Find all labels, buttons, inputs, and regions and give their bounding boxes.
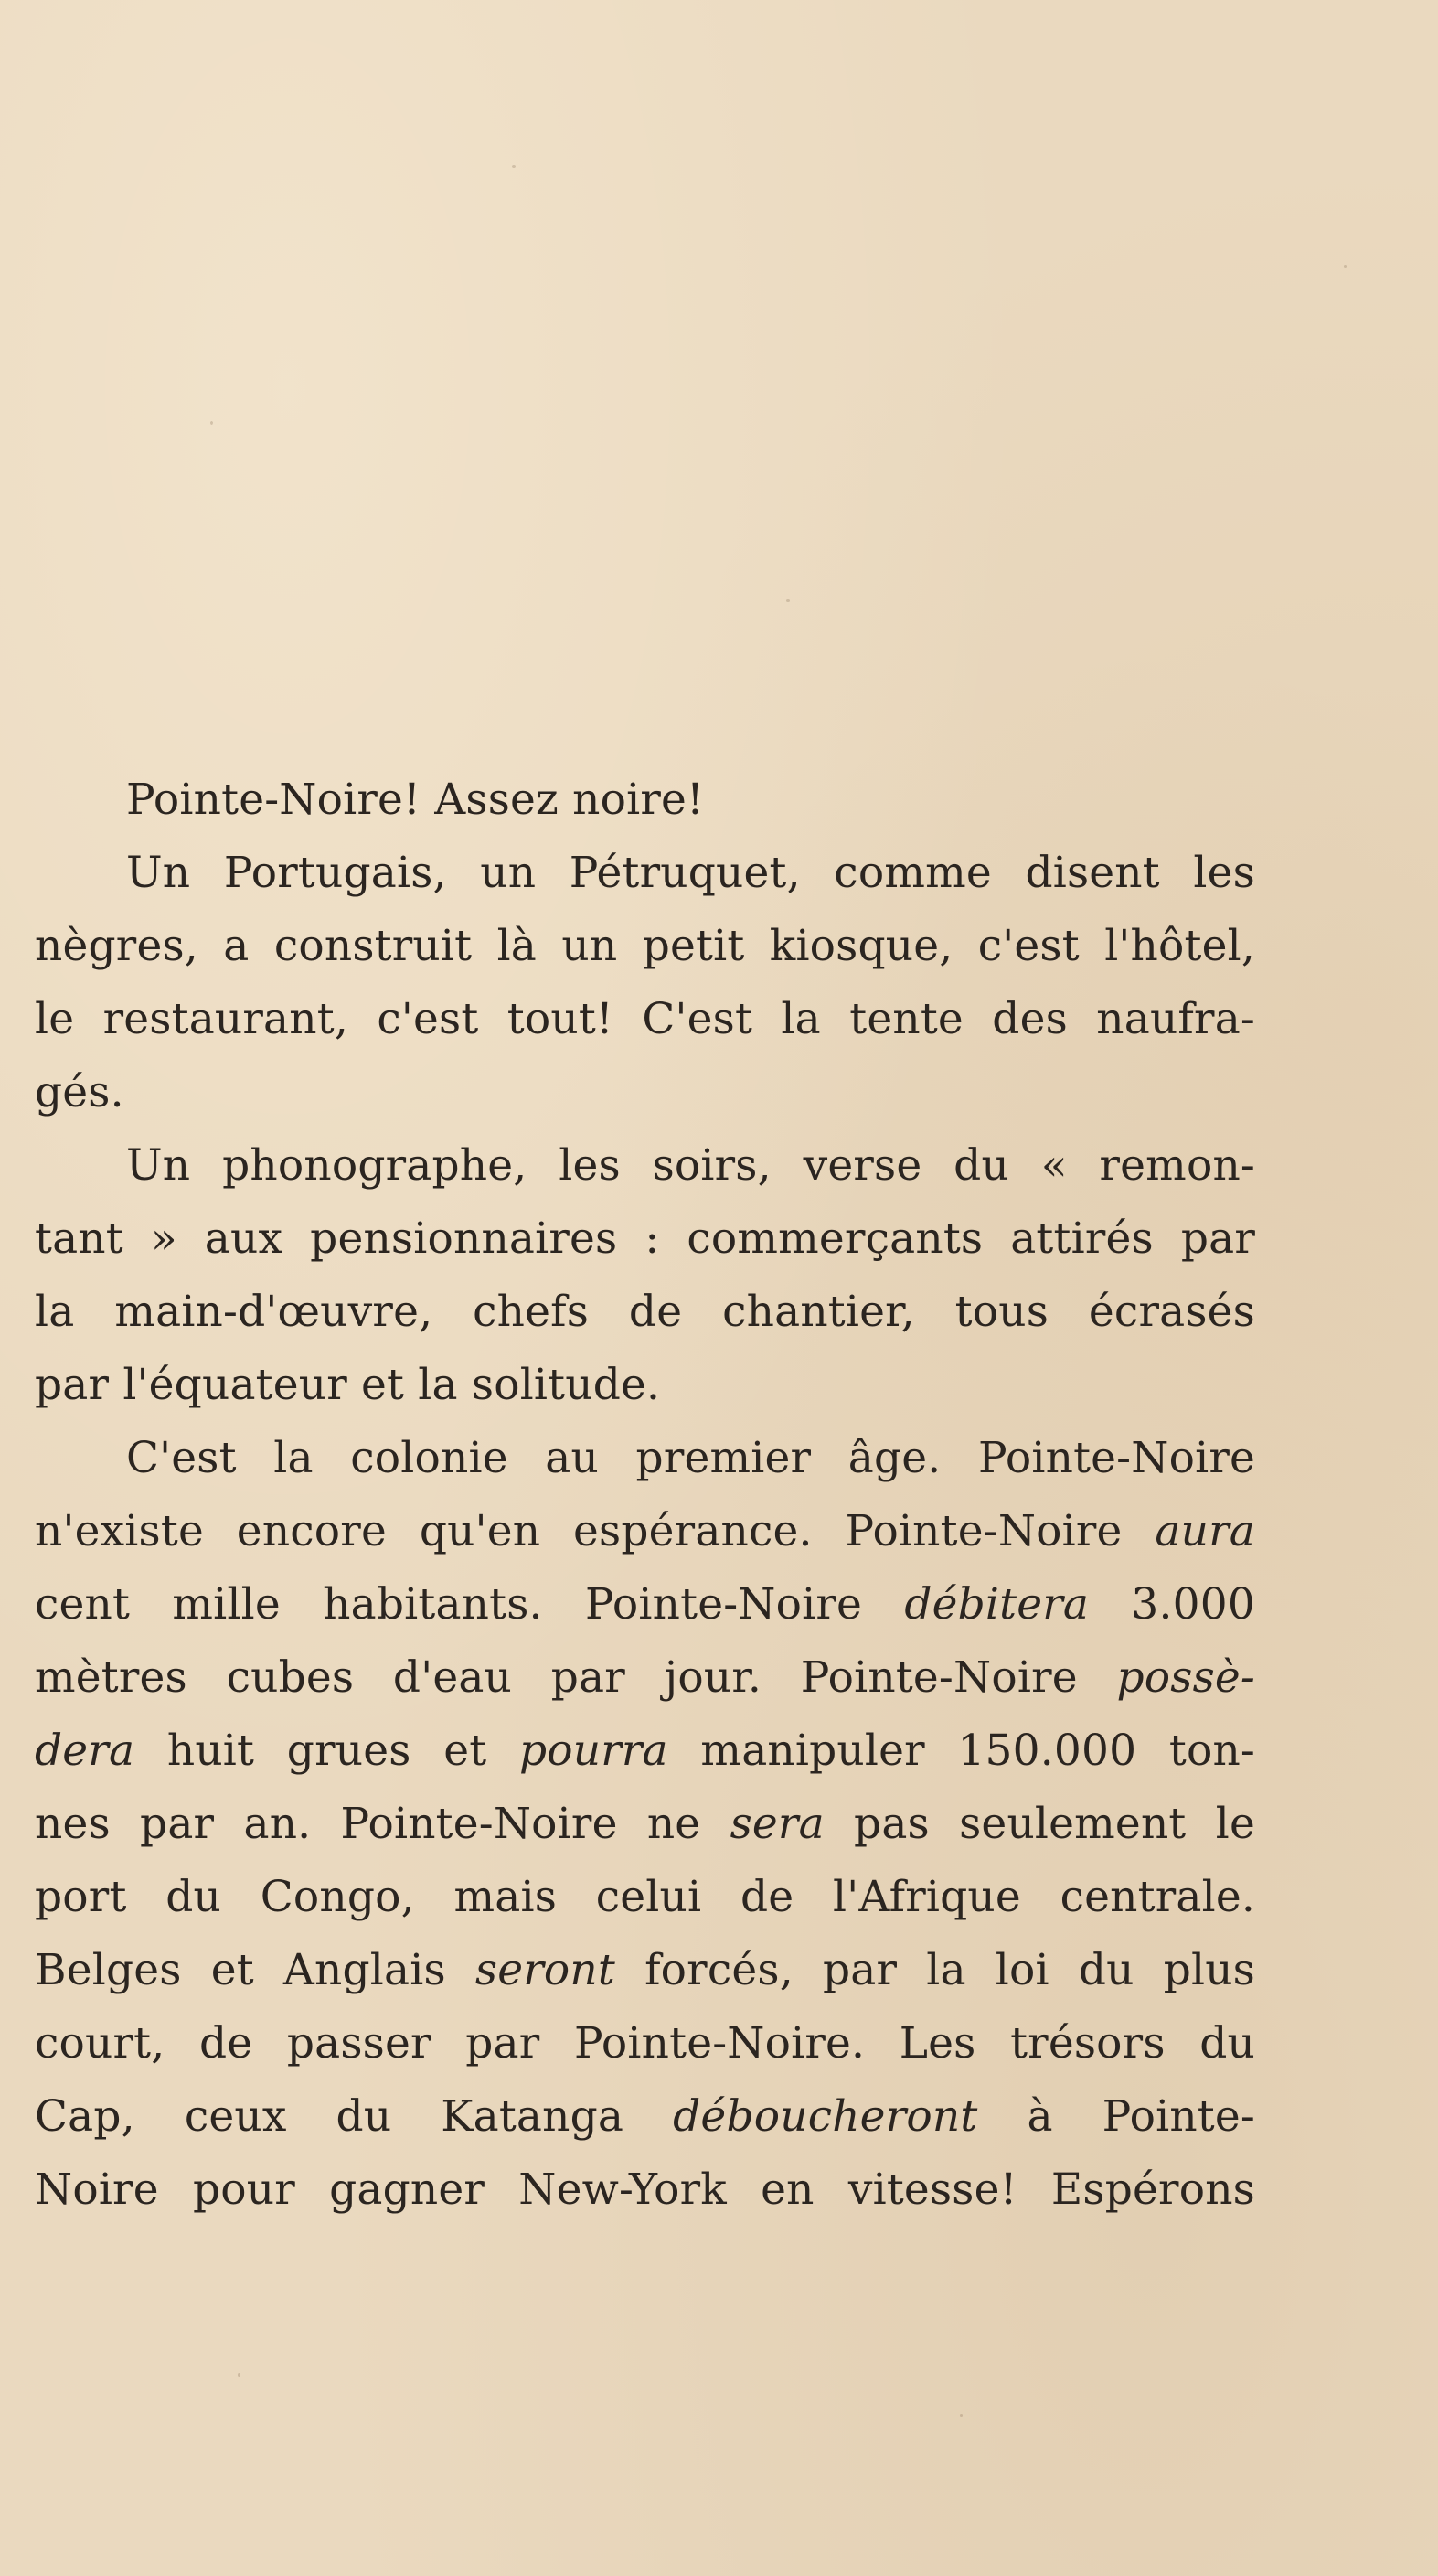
text-line <box>35 1788 1255 1861</box>
text-segment: cent mille habitants. Pointe-Noire <box>35 1579 905 1630</box>
text-segment: Un phonographe, les soirs, verse du « remon- <box>126 1140 1255 1191</box>
text-line <box>35 2007 1255 2080</box>
italic-segment: pourra <box>518 1726 668 1776</box>
italic-segment: aura <box>1155 1506 1255 1556</box>
text-segment: à Pointe- <box>977 2091 1255 2142</box>
text-segment: Cap, ceux du Katanga <box>35 2091 674 2142</box>
text-segment: Noire pour gagner New-York en vitesse! Espérons <box>35 2164 1255 2215</box>
text-line <box>35 910 1255 983</box>
text-line <box>35 2080 1255 2154</box>
text-line <box>35 1934 1255 2007</box>
body-text <box>35 764 1255 2227</box>
text-line <box>35 1056 1255 1129</box>
text-line <box>35 764 1255 837</box>
text-line <box>35 837 1255 910</box>
text-line <box>35 1422 1255 1495</box>
paper-speck <box>960 2414 963 2417</box>
text-segment: nègres, a construit là un petit kiosque, c'est l'hôtel, <box>35 921 1255 971</box>
text-segment: la main-d'œuvre, chefs de chantier, tous écrasés <box>35 1287 1255 1337</box>
text-line <box>35 1495 1255 1568</box>
text-segment: huit grues et <box>134 1726 519 1776</box>
text-segment: forcés, par la loi du plus <box>614 1945 1256 1995</box>
paper-speck <box>238 2373 240 2377</box>
text-segment: court, de passer par Pointe-Noire. Les trésors du <box>35 2018 1255 2068</box>
text-segment: nes par an. Pointe-Noire ne <box>35 1799 730 1849</box>
text-segment: le restaurant, c'est tout! C'est la tente des naufra- <box>35 994 1255 1044</box>
text-segment: Pointe-Noire! Assez noire! <box>126 775 705 825</box>
text-line <box>35 983 1255 1056</box>
text-segment: 3.000 <box>1089 1579 1255 1630</box>
text-line <box>35 1202 1255 1276</box>
text-line <box>35 1129 1255 1202</box>
text-segment: Un Portugais, un Pétruquet, comme disent les <box>126 848 1255 898</box>
italic-segment: dera <box>35 1726 135 1776</box>
text-segment: mètres cubes d'eau par jour. Pointe-Noire <box>35 1652 1117 1703</box>
text-segment: C'est la colonie au premier âge. Pointe-Noire <box>126 1433 1255 1483</box>
text-segment: manipuler 150.000 ton- <box>667 1726 1255 1776</box>
text-line <box>35 2154 1255 2227</box>
text-segment: gés. <box>35 1067 124 1117</box>
italic-segment: déboucheront <box>673 2091 978 2142</box>
text-segment: n'existe encore qu'en espérance. Pointe-Noire <box>35 1506 1156 1556</box>
text-segment: Belges et Anglais <box>35 1945 475 1995</box>
text-line <box>35 1568 1255 1641</box>
text-line <box>35 1715 1255 1788</box>
text-line <box>35 1641 1255 1715</box>
paper-speck <box>1344 265 1347 268</box>
text-segment: par l'équateur et la solitude. <box>35 1360 661 1410</box>
italic-segment: possè- <box>1116 1652 1255 1703</box>
italic-segment: débitera <box>904 1579 1090 1630</box>
paper-speck <box>512 165 516 168</box>
paper-speck <box>786 599 790 602</box>
text-segment: pas seulement le <box>824 1799 1255 1849</box>
text-line <box>35 1276 1255 1349</box>
italic-segment: seront <box>474 1945 615 1995</box>
text-line <box>35 1861 1255 1934</box>
text-segment: port du Congo, mais celui de l'Afrique centrale. <box>35 1872 1255 1922</box>
italic-segment: sera <box>730 1799 825 1849</box>
text-line <box>35 1349 1255 1422</box>
paper-speck <box>210 421 213 425</box>
text-segment: tant » aux pensionnaires : commerçants attirés par <box>35 1213 1255 1264</box>
